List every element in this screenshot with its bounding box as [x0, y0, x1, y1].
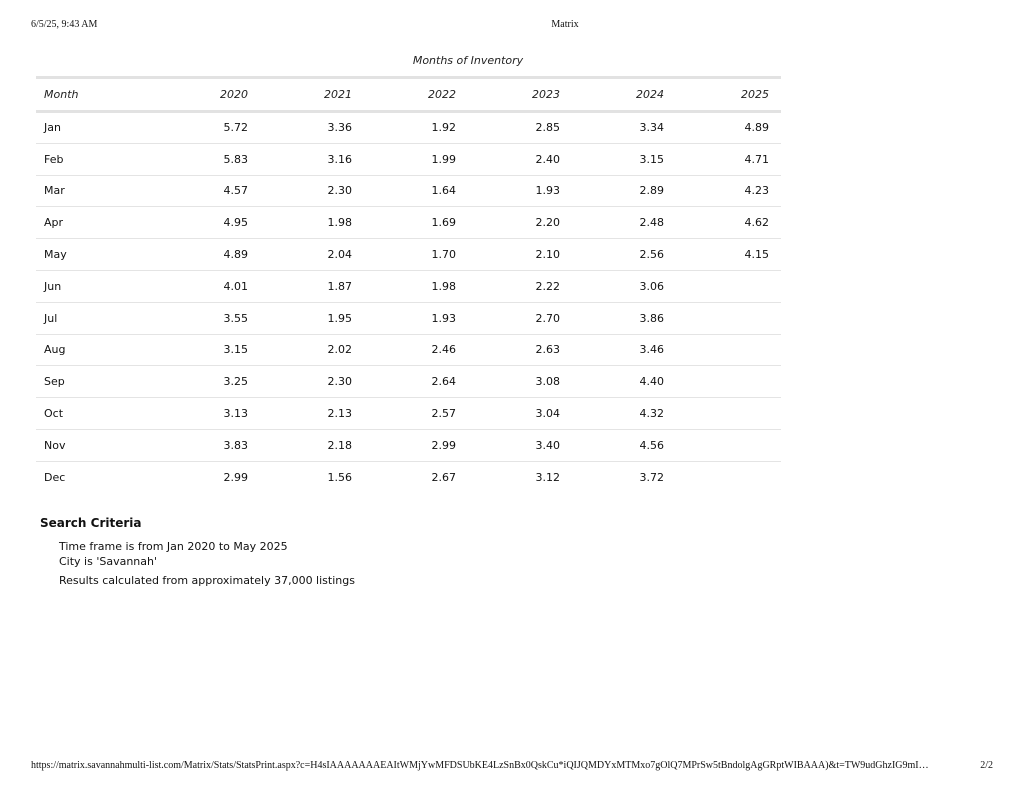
value-cell: 1.70 — [431, 248, 456, 262]
value-cell: 2.67 — [431, 470, 456, 484]
column-header-2024: 2024 — [636, 88, 664, 101]
month-cell: Jun — [44, 279, 62, 293]
value-cell: 5.72 — [223, 121, 248, 135]
value-cell: 3.08 — [535, 375, 560, 389]
value-cell: 1.64 — [431, 184, 456, 198]
value-cell: 1.99 — [431, 152, 456, 166]
table-row — [36, 270, 781, 302]
value-cell: 3.40 — [535, 438, 560, 452]
value-cell: 3.86 — [639, 311, 664, 325]
table-row — [36, 207, 781, 239]
month-cell: Jul — [44, 311, 58, 325]
value-cell — [676, 366, 781, 398]
value-cell: 2.99 — [223, 470, 248, 484]
table-row — [36, 334, 781, 366]
value-cell — [676, 302, 781, 334]
table-row — [36, 429, 781, 461]
value-cell: 2.20 — [535, 216, 560, 230]
value-cell — [676, 429, 781, 461]
value-cell: 4.57 — [223, 184, 248, 198]
value-cell: 4.01 — [223, 279, 248, 293]
value-cell: 4.62 — [744, 216, 769, 230]
table-row — [36, 112, 781, 144]
report-title: Months of Inventory — [412, 54, 524, 67]
print-page-title: Matrix — [551, 19, 579, 30]
value-cell: 2.46 — [431, 343, 456, 357]
value-cell: 3.12 — [535, 470, 560, 484]
value-cell: 4.95 — [223, 216, 248, 230]
value-cell: 2.04 — [327, 248, 352, 262]
value-cell: 3.83 — [223, 438, 248, 452]
value-cell: 2.13 — [327, 407, 352, 421]
month-cell: Aug — [44, 343, 66, 357]
month-cell: Oct — [44, 407, 64, 421]
value-cell: 3.72 — [639, 470, 664, 484]
table-row — [36, 143, 781, 175]
value-cell: 2.22 — [535, 279, 560, 293]
value-cell: 1.93 — [535, 184, 560, 198]
value-cell: 2.40 — [535, 152, 560, 166]
column-header-2025: 2025 — [741, 88, 769, 101]
value-cell: 3.15 — [223, 343, 248, 357]
value-cell: 5.83 — [223, 152, 248, 166]
print-footer-url: https://matrix.savannahmulti-list.com/Matrix/Stats/StatsPrint.aspx?c=H4sIAAAAAAAEAItWMjYwMFDSUbKE4LzSnBx0QskCu*iQIJQMDYxMTMxo7gOlQ7MPrSw5tBndolgAgGRptWIBAAA)&t=TW9udGhzIG9mI… — [31, 760, 929, 771]
value-cell: 3.25 — [223, 375, 248, 389]
value-cell: 1.93 — [431, 311, 456, 325]
column-header-2022: 2022 — [428, 88, 456, 101]
value-cell: 2.30 — [327, 375, 352, 389]
value-cell: 3.36 — [327, 121, 352, 135]
value-cell: 2.10 — [535, 248, 560, 262]
month-cell: Feb — [44, 152, 64, 166]
value-cell: 1.95 — [327, 311, 352, 325]
criteria-time-frame: Time frame is from Jan 2020 to May 2025 — [59, 540, 288, 553]
table-row — [36, 366, 781, 398]
value-cell: 2.89 — [639, 184, 664, 198]
value-cell: 3.46 — [639, 343, 664, 357]
table-row — [36, 175, 781, 207]
value-cell: 4.56 — [639, 438, 664, 452]
search-criteria-heading: Search Criteria — [40, 516, 142, 530]
value-cell: 1.92 — [431, 121, 456, 135]
value-cell: 4.89 — [744, 121, 769, 135]
value-cell: 2.99 — [431, 438, 456, 452]
print-datetime: 6/5/25, 9:43 AM — [31, 19, 98, 30]
value-cell: 2.18 — [327, 438, 352, 452]
value-cell: 4.71 — [744, 152, 769, 166]
table-row — [36, 239, 781, 271]
value-cell: 4.15 — [744, 248, 769, 262]
value-cell: 1.69 — [431, 216, 456, 230]
column-header-2021: 2021 — [324, 88, 352, 101]
print-page-number: 2/2 — [980, 760, 993, 771]
search-criteria-list — [59, 539, 355, 588]
value-cell: 1.98 — [327, 216, 352, 230]
value-cell: 2.02 — [327, 343, 352, 357]
value-cell: 2.64 — [431, 375, 456, 389]
criteria-results-count: Results calculated from approximately 37,000 listings — [59, 574, 355, 587]
value-cell: 4.32 — [639, 407, 664, 421]
value-cell — [676, 334, 781, 366]
table-row — [36, 302, 781, 334]
value-cell: 2.56 — [639, 248, 664, 262]
value-cell: 4.40 — [639, 375, 664, 389]
column-header-2023: 2023 — [532, 88, 560, 101]
table-row — [36, 398, 781, 430]
value-cell: 2.48 — [639, 216, 664, 230]
value-cell: 2.57 — [431, 407, 456, 421]
value-cell: 1.56 — [327, 470, 352, 484]
months-of-inventory-table — [36, 76, 781, 493]
value-cell: 3.16 — [327, 152, 352, 166]
column-header-month: Month — [44, 88, 79, 101]
value-cell: 3.13 — [223, 407, 248, 421]
value-cell — [676, 461, 781, 493]
criteria-city: City is 'Savannah' — [59, 555, 158, 568]
value-cell: 3.06 — [639, 279, 664, 293]
month-cell: Apr — [44, 216, 64, 230]
month-cell: Nov — [44, 438, 66, 452]
value-cell: 2.85 — [535, 121, 560, 135]
value-cell: 4.89 — [223, 248, 248, 262]
table-header-row — [36, 78, 781, 112]
value-cell: 4.23 — [744, 184, 769, 198]
month-cell: Jan — [44, 121, 61, 135]
value-cell: 3.15 — [639, 152, 664, 166]
value-cell: 3.04 — [535, 407, 560, 421]
value-cell: 2.63 — [535, 343, 560, 357]
value-cell: 3.34 — [639, 121, 664, 135]
month-cell: Dec — [44, 470, 66, 484]
table-row — [36, 461, 781, 493]
value-cell: 1.98 — [431, 279, 456, 293]
value-cell: 2.70 — [535, 311, 560, 325]
value-cell: 1.87 — [327, 279, 352, 293]
value-cell: 2.30 — [327, 184, 352, 198]
value-cell — [676, 398, 781, 430]
column-header-2020: 2020 — [220, 88, 248, 101]
value-cell: 3.55 — [223, 311, 248, 325]
month-cell: May — [44, 248, 67, 262]
month-cell: Mar — [44, 184, 65, 198]
month-cell: Sep — [44, 375, 65, 389]
value-cell — [676, 270, 781, 302]
